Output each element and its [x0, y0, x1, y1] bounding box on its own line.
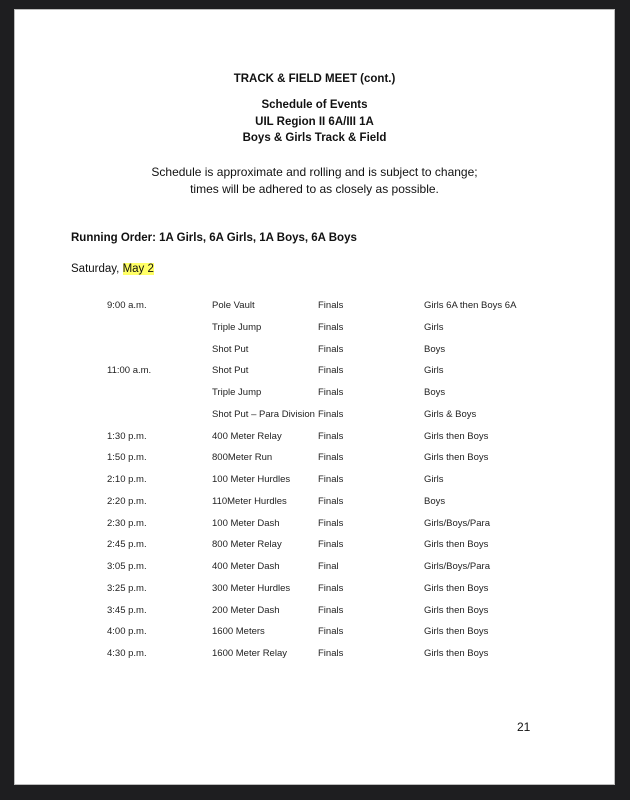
time-cell: 1:50 p.m. — [107, 452, 147, 464]
time-cell: 4:30 p.m. — [107, 648, 147, 659]
group-cell: Girls then Boys — [424, 582, 489, 594]
time-cell: 11:00 a.m. — [107, 365, 152, 377]
table-row — [15, 648, 614, 664]
round-cell: Finals — [318, 430, 344, 442]
notice-line-2: times will be adhered to as closely as possible. — [190, 181, 439, 196]
event-cell: Shot Put — [212, 343, 249, 355]
event-cell: 100 Meter Hurdles — [212, 474, 291, 485]
subtitle-region: UIL Region II 6A/III 1A — [255, 115, 374, 128]
document-title: TRACK & FIELD MEET (cont.) — [233, 73, 396, 85]
group-cell: Girls then Boys — [424, 539, 489, 551]
table-row — [15, 409, 614, 425]
group-cell: Girls/Boys/Para — [424, 517, 490, 529]
time-cell: 1:30 p.m. — [107, 430, 147, 442]
time-cell: 2:20 p.m. — [107, 495, 147, 507]
group-cell: Girls then Boys — [424, 452, 489, 464]
time-cell: 3:25 p.m. — [107, 582, 147, 594]
round-cell: Finals — [318, 582, 344, 594]
page-number: 21 — [517, 720, 531, 734]
event-cell: 400 Meter Relay — [212, 430, 282, 442]
event-cell: 1600 Meters — [212, 626, 265, 638]
running-order: Running Order: 1A Girls, 6A Girls, 1A Boys, 6A Boys — [71, 232, 357, 244]
round-cell: Finals — [318, 648, 344, 659]
round-cell: Final — [318, 561, 339, 572]
time-cell: 3:05 p.m. — [107, 561, 147, 572]
table-row — [15, 452, 614, 468]
group-cell: Boys — [424, 495, 446, 507]
group-cell: Girls — [424, 321, 444, 333]
group-cell: Girls then Boys — [424, 430, 489, 442]
group-cell: Boys — [424, 343, 446, 355]
document-page — [15, 10, 614, 784]
round-cell: Finals — [318, 408, 344, 420]
event-cell: 100 Meter Dash — [212, 517, 280, 529]
notice-line-1: Schedule is approximate and rolling and is subject to change; — [151, 165, 478, 179]
subtitle-block — [15, 97, 614, 147]
table-row — [15, 518, 614, 534]
event-cell: Pole Vault — [212, 300, 255, 311]
time-cell: 2:30 p.m. — [107, 517, 147, 529]
group-cell: Girls then Boys — [424, 626, 489, 638]
time-cell: 2:45 p.m. — [107, 539, 147, 551]
group-cell: Girls & Boys — [424, 408, 477, 420]
table-row — [15, 626, 614, 642]
round-cell: Finals — [318, 343, 344, 355]
table-row — [15, 539, 614, 555]
table-row — [15, 474, 614, 490]
table-row — [15, 344, 614, 360]
round-cell: Finals — [318, 495, 344, 507]
round-cell: Finals — [318, 387, 344, 398]
round-cell: Finals — [318, 626, 344, 638]
event-cell: Triple Jump — [212, 387, 262, 398]
table-row — [15, 387, 614, 403]
round-cell: Finals — [318, 604, 344, 616]
round-cell: Finals — [318, 517, 344, 529]
time-cell: 9:00 a.m. — [107, 300, 147, 311]
schedule-notice — [15, 164, 614, 197]
subtitle-schedule-of-events: Schedule of Events — [261, 99, 368, 111]
event-cell: 400 Meter Dash — [212, 561, 280, 572]
table-row — [15, 605, 614, 621]
group-cell: Boys — [424, 387, 446, 398]
event-cell: Shot Put — [212, 365, 249, 377]
table-row — [15, 300, 614, 316]
event-cell: 110Meter Hurdles — [212, 495, 287, 507]
event-cell: Triple Jump — [212, 321, 262, 333]
table-row — [15, 496, 614, 512]
event-cell: 1600 Meter Relay — [212, 648, 287, 659]
table-row — [15, 365, 614, 381]
group-cell: Girls/Boys/Para — [424, 561, 490, 572]
event-cell: 800 Meter Relay — [212, 539, 282, 551]
group-cell: Girls 6A then Boys 6A — [424, 300, 517, 311]
round-cell: Finals — [318, 539, 344, 551]
subtitle-division: Boys & Girls Track & Field — [242, 132, 387, 144]
table-row — [15, 561, 614, 577]
time-cell: 4:00 p.m. — [107, 626, 147, 638]
event-cell: Shot Put – Para Division — [212, 408, 315, 420]
table-row — [15, 583, 614, 599]
round-cell: Finals — [318, 365, 344, 377]
group-cell: Girls then Boys — [424, 648, 489, 659]
round-cell: Finals — [318, 452, 344, 464]
time-cell: 3:45 p.m. — [107, 604, 147, 616]
day-heading — [71, 263, 154, 275]
event-cell: 300 Meter Hurdles — [212, 582, 291, 594]
group-cell: Girls then Boys — [424, 604, 489, 616]
event-cell: 800Meter Run — [212, 452, 273, 464]
time-cell: 2:10 p.m. — [107, 474, 147, 485]
event-cell: 200 Meter Dash — [212, 604, 280, 616]
round-cell: Finals — [318, 300, 344, 311]
round-cell: Finals — [318, 474, 344, 485]
table-row — [15, 322, 614, 338]
table-row — [15, 431, 614, 447]
group-cell: Girls — [424, 365, 444, 377]
day-prefix: Saturday, — [71, 263, 123, 275]
day-date-highlighted: May 2 — [122, 263, 154, 275]
round-cell: Finals — [318, 321, 344, 333]
group-cell: Girls — [424, 474, 444, 485]
